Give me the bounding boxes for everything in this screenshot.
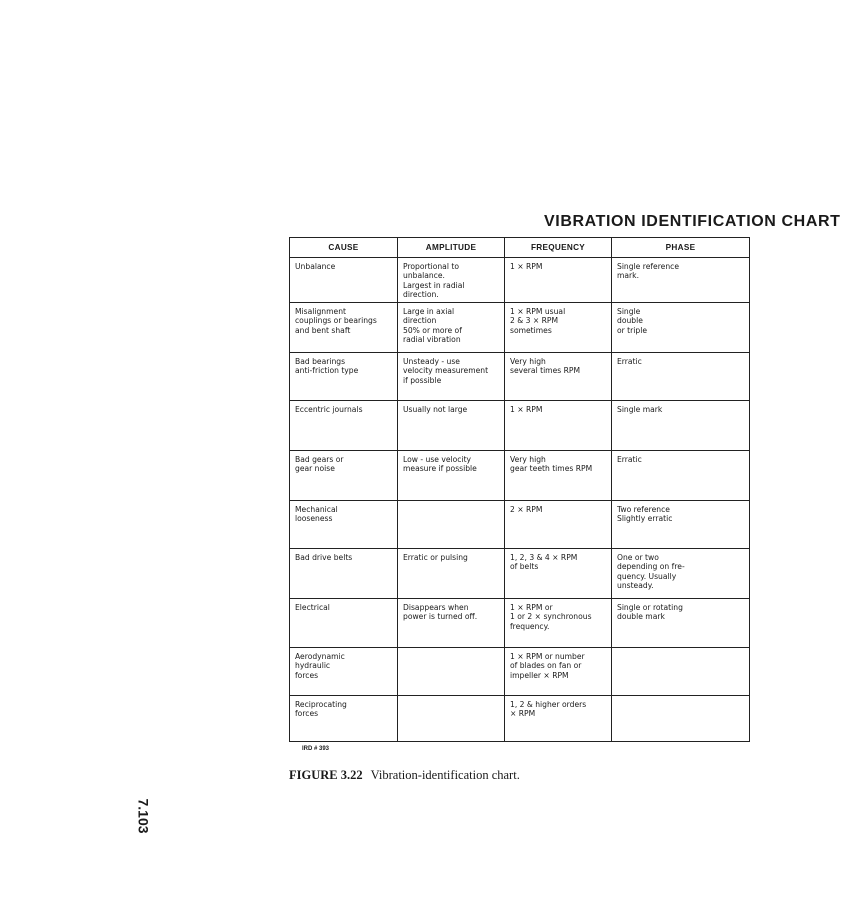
cell-frequency: 1 × RPM usual 2 & 3 × RPM sometimes xyxy=(505,303,612,353)
cell-frequency: 2 × RPM xyxy=(505,501,612,549)
cell-phase: Erratic xyxy=(612,451,750,501)
cell-frequency: Very high several times RPM xyxy=(505,353,612,401)
cell-phase: Single double or triple xyxy=(612,303,750,353)
table-row xyxy=(290,303,750,353)
header-phase: PHASE xyxy=(612,238,750,258)
cell-amplitude: Proportional to unbalance. Largest in radial direction. xyxy=(398,258,505,303)
cell-cause: Eccentric journals xyxy=(290,401,398,451)
table-row xyxy=(290,258,750,303)
figure-caption xyxy=(289,768,520,783)
cell-cause: Unbalance xyxy=(290,258,398,303)
cell-frequency: Very high gear teeth times RPM xyxy=(505,451,612,501)
cell-phase: One or two depending on fre- quency. Usually unsteady. xyxy=(612,549,750,599)
cell-cause: Bad bearings anti-friction type xyxy=(290,353,398,401)
cell-amplitude xyxy=(398,501,505,549)
table-row xyxy=(290,401,750,451)
table-row xyxy=(290,353,750,401)
cell-phase: Single or rotating double mark xyxy=(612,599,750,648)
cell-cause: Electrical xyxy=(290,599,398,648)
header-frequency: FREQUENCY xyxy=(505,238,612,258)
cell-amplitude: Usually not large xyxy=(398,401,505,451)
table-row xyxy=(290,648,750,696)
cell-phase xyxy=(612,696,750,742)
cell-phase: Single mark xyxy=(612,401,750,451)
cell-frequency: 1 × RPM xyxy=(505,258,612,303)
table-row xyxy=(290,599,750,648)
cell-frequency: 1 × RPM xyxy=(505,401,612,451)
cell-cause: Misalignment couplings or bearings and bent shaft xyxy=(290,303,398,353)
cell-phase: Single reference mark. xyxy=(612,258,750,303)
table-row xyxy=(290,451,750,501)
cell-amplitude xyxy=(398,648,505,696)
page-number: 7.103 xyxy=(135,798,152,834)
chart-title: VIBRATION IDENTIFICATION CHART xyxy=(544,213,841,230)
cell-phase: Erratic xyxy=(612,353,750,401)
vibration-table-container xyxy=(289,237,696,743)
cell-amplitude xyxy=(398,696,505,742)
cell-cause: Aerodynamic hydraulic forces xyxy=(290,648,398,696)
cell-amplitude: Low - use velocity measure if possible xyxy=(398,451,505,501)
table-row xyxy=(290,696,750,742)
cell-phase: Two reference Slightly erratic xyxy=(612,501,750,549)
cell-amplitude: Unsteady - use velocity measurement if possible xyxy=(398,353,505,401)
source-note: IRD # 393 xyxy=(302,746,330,752)
cell-cause: Reciprocating forces xyxy=(290,696,398,742)
table-row xyxy=(290,501,750,549)
figure-number: FIGURE 3.22 xyxy=(289,768,363,782)
cell-amplitude: Erratic or pulsing xyxy=(398,549,505,599)
table-row xyxy=(290,549,750,599)
header-amplitude: AMPLITUDE xyxy=(398,238,505,258)
cell-phase xyxy=(612,648,750,696)
vibration-identification-table xyxy=(289,237,750,742)
cell-cause: Bad drive belts xyxy=(290,549,398,599)
cell-frequency: 1, 2, 3 & 4 × RPM of belts xyxy=(505,549,612,599)
cell-frequency: 1, 2 & higher orders × RPM xyxy=(505,696,612,742)
table-header-row xyxy=(290,238,750,258)
header-cause: CAUSE xyxy=(290,238,398,258)
cell-frequency: 1 × RPM or number of blades on fan or impeller × RPM xyxy=(505,648,612,696)
cell-cause: Bad gears or gear noise xyxy=(290,451,398,501)
cell-amplitude: Large in axial direction 50% or more of radial vibration xyxy=(398,303,505,353)
cell-amplitude: Disappears when power is turned off. xyxy=(398,599,505,648)
figure-caption-text: Vibration-identification chart. xyxy=(370,768,520,782)
cell-frequency: 1 × RPM or 1 or 2 × synchronous frequency. xyxy=(505,599,612,648)
cell-cause: Mechanical looseness xyxy=(290,501,398,549)
